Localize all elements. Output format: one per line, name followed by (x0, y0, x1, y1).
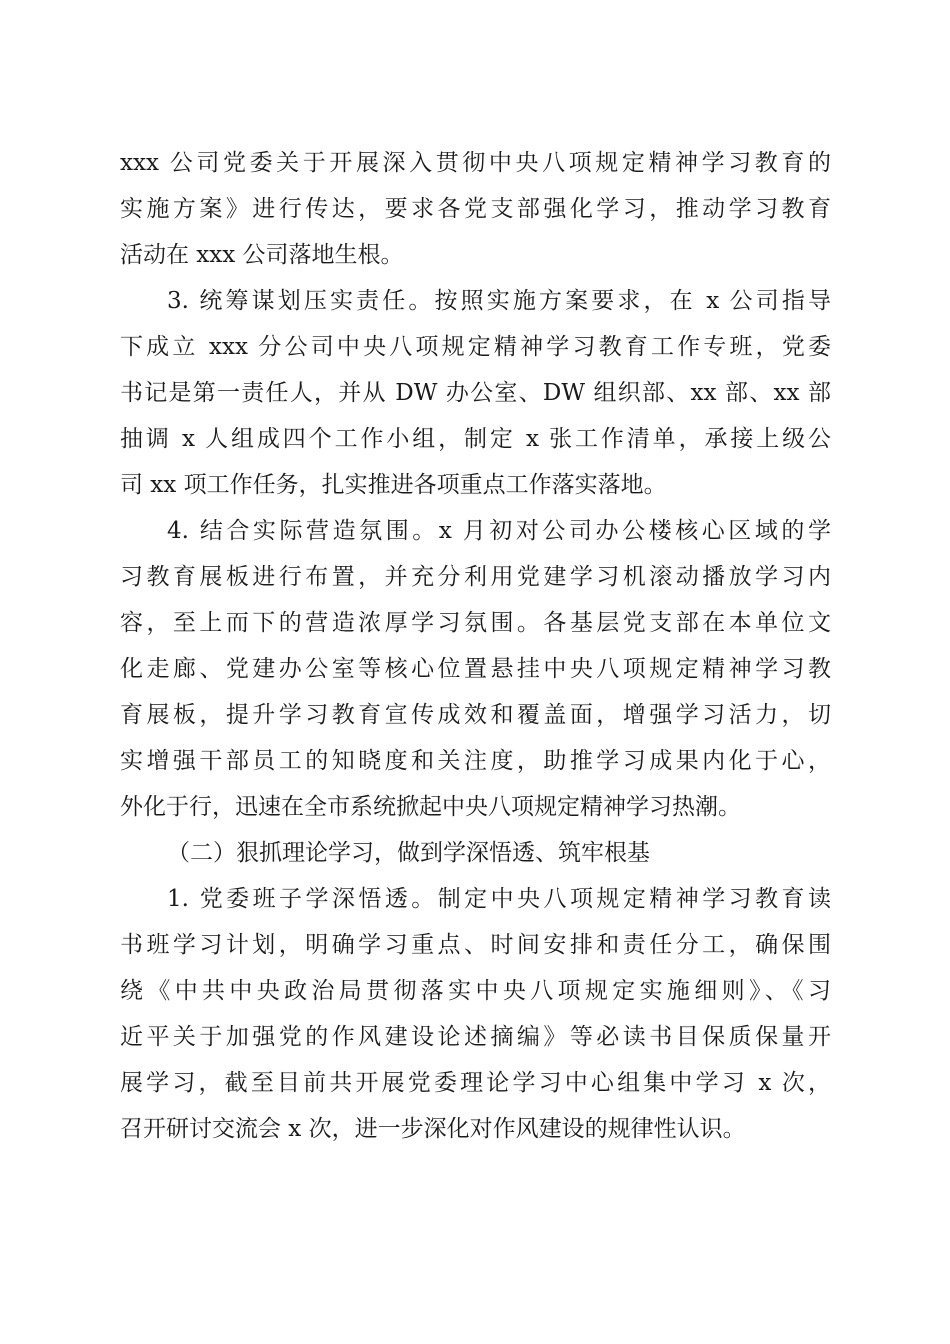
text-line: 活动在 xxx 公司落地生根。 (120, 242, 404, 268)
paragraph-item-1 (120, 876, 831, 1152)
section-heading (120, 830, 831, 876)
text-line: 育展板，提升学习教育宣传成效和覆盖面，增强学习活力，切 (120, 702, 831, 728)
paragraph-continuation (120, 140, 831, 278)
text-line: 书班学习计划，明确学习重点、时间安排和责任分工，确保围 (120, 932, 831, 958)
text-line: 近平关于加强党的作风建设论述摘编》等必读书目保质保量开 (120, 1024, 831, 1050)
text-line: 下成立 xxx 分公司中央八项规定精神学习教育工作专班，党委 (120, 334, 831, 360)
document-body (120, 140, 831, 1152)
text-line: 书记是第一责任人，并从 DW 办公室、DW 组织部、xx 部、xx 部 (120, 380, 831, 406)
text-line: 绕《中共中央政治局贯彻落实中央八项规定实施细则》、《习 (120, 978, 831, 1004)
paragraph-item-4 (120, 508, 831, 830)
paragraph-item-3 (120, 278, 831, 508)
text-line: 召开研讨交流会 x 次，进一步深化对作风建设的规律性认识。 (120, 1116, 746, 1142)
text-line: 1. 党委班子学深悟透。制定中央八项规定精神学习教育读 (167, 886, 831, 912)
text-line: 化走廊、党建办公室等核心位置悬挂中央八项规定精神学习教 (120, 656, 831, 682)
text-line: 4. 结合实际营造氛围。x 月初对公司办公楼核心区域的学 (167, 518, 831, 544)
text-line: 展学习，截至目前共开展党委理论学习中心组集中学习 x 次， (120, 1070, 831, 1096)
text-line: 抽调 x 人组成四个工作小组，制定 x 张工作清单，承接上级公 (120, 426, 831, 452)
text-line: 习教育展板进行布置，并充分利用党建学习机滚动播放学习内 (120, 564, 831, 590)
text-line: xxx 公司党委关于开展深入贯彻中央八项规定精神学习教育的 (120, 150, 831, 176)
text-line: 外化于行，迅速在全市系统掀起中央八项规定精神学习热潮。 (120, 794, 741, 820)
text-line: 实施方案》进行传达，要求各党支部强化学习，推动学习教育 (120, 196, 831, 222)
text-line: 司 xx 项工作任务，扎实推进各项重点工作落实落地。 (120, 472, 667, 498)
section-heading-text: （二）狠抓理论学习，做到学深悟透、筑牢根基 (167, 840, 650, 866)
text-line: 3. 统筹谋划压实责任。按照实施方案要求，在 x 公司指导 (167, 288, 831, 314)
text-line: 容，至上而下的营造浓厚学习氛围。各基层党支部在本单位文 (120, 610, 831, 636)
text-line: 实增强干部员工的知晓度和关注度，助推学习成果内化于心， (120, 748, 831, 774)
